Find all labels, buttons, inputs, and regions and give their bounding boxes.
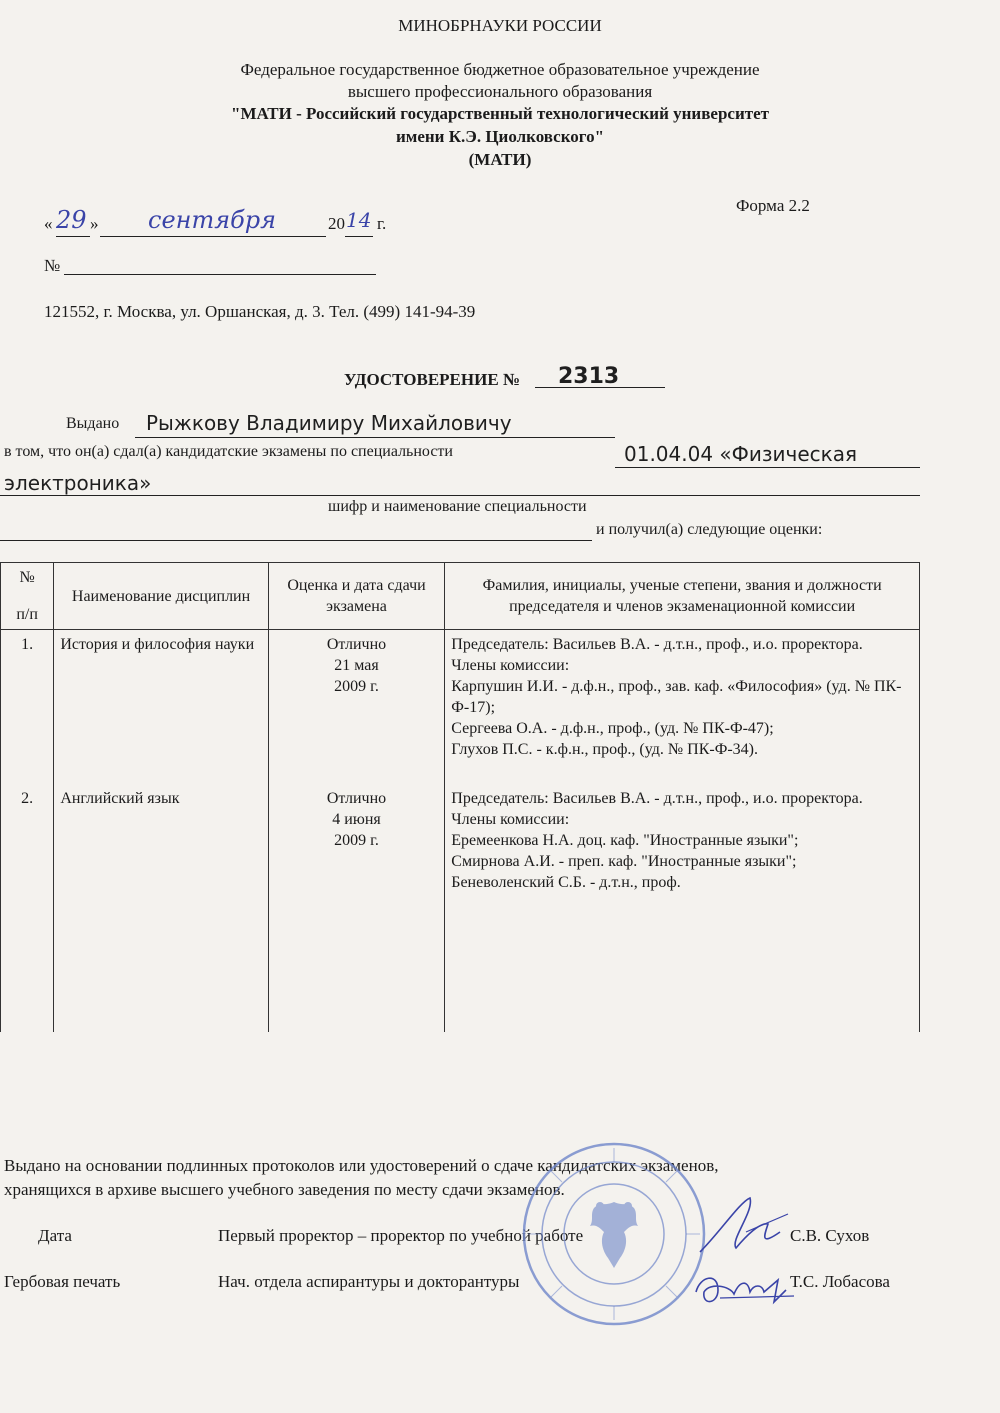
specialty-underline-1 [615, 467, 920, 468]
institution-line-2: высшего профессионального образования [347, 82, 653, 101]
row-grade-year: 2009 г. [334, 832, 379, 849]
grades-intro: и получил(а) следующие оценки: [596, 521, 823, 538]
signature-first-prorector [690, 1192, 800, 1262]
row-grade: Отлично [326, 636, 387, 653]
committee-chairman: Председатель: Васильев В.А. - д.т.н., проф., и.о. проректора. [451, 636, 863, 653]
table-row [1, 630, 920, 785]
committee-members-label: Члены комиссии: [451, 657, 570, 674]
committee-member: Беневоленский С.Б. - д.т.н., проф. [451, 874, 681, 891]
committee-member: Сергеева О.А. - д.ф.н., проф., (уд. № ПК-Ф-47); [451, 720, 774, 737]
date-day: 29 [56, 206, 87, 234]
row-grade-cell [268, 630, 445, 785]
university-line-2: имени К.Э. Циолковского" [395, 127, 605, 146]
dept-head-name: Т.С. Лобасова [790, 1272, 890, 1291]
seal-label: Гербовая печать [4, 1272, 121, 1291]
committee-members-label: Члены комиссии: [451, 811, 570, 828]
number-underline [64, 274, 376, 275]
date-month: сентября [148, 206, 277, 234]
date-year-end: г. [377, 214, 387, 233]
specialty-underline-2 [0, 495, 920, 496]
row-grade-cell [268, 784, 445, 1032]
ministry-name: МИНОБРНАУКИ РОССИИ [398, 16, 602, 35]
row-discipline: История и философия науки [54, 630, 268, 785]
official-stamp [520, 1140, 708, 1328]
row-grade: Отлично [326, 790, 387, 807]
committee-member: Карпушин И.И. - д.ф.н., проф., зав. каф. «Философия» (уд. № ПК-Ф-17); [451, 678, 902, 716]
date-year-suffix: 14 [346, 208, 372, 232]
specialty-part-2: электроника» [4, 471, 152, 495]
eagle-emblem-icon [590, 1202, 638, 1268]
certificate-title: УДОСТОВЕРЕНИЕ № [344, 370, 521, 389]
specialty-underline-3 [0, 540, 592, 541]
certificate-number-underline [535, 387, 665, 388]
date-label: Дата [38, 1226, 72, 1245]
committee-member: Смирнова А.И. - преп. каф. "Иностранные языки"; [451, 853, 797, 870]
row-grade-date: 21 мая [334, 657, 379, 674]
header-num-sub: п/п [16, 606, 38, 623]
issued-label: Выдано [66, 415, 120, 432]
date-year-prefix: 20 [328, 214, 345, 233]
row-grade-year: 2009 г. [334, 678, 379, 695]
date-day-underline [56, 236, 90, 237]
university-address: 121552, г. Москва, ул. Оршанская, д. 3. Тел. (499) 141-94-39 [44, 302, 476, 321]
dept-head-title: Нач. отдела аспирантуры и докторантуры [218, 1272, 520, 1291]
header-grade: Оценка и дата сдачи экзамена [268, 563, 445, 630]
recipient-name: Рыжкову Владимиру Михайловичу [146, 411, 512, 435]
date-month-underline [100, 236, 326, 237]
form-number: Форма 2.2 [736, 196, 810, 215]
date-year-underline [345, 236, 373, 237]
specialty-caption: шифр и наименование специальности [328, 498, 587, 515]
certificate-number: 2313 [558, 364, 620, 389]
institution-line-1: Федеральное государственное бюджетное образовательное учреждение [240, 60, 760, 79]
committee-member: Еремеенкова Н.А. доц. каф. "Иностранные языки"; [451, 832, 799, 849]
row-number: 1. [1, 630, 54, 785]
table-row [1, 784, 920, 1032]
header-num [1, 563, 54, 630]
date-open-quote: « [44, 214, 53, 233]
specialty-part-1: 01.04.04 «Физическая [624, 442, 857, 466]
row-discipline: Английский язык [54, 784, 268, 1032]
row-committee [445, 630, 920, 785]
committee-member: Глухов П.С. - к.ф.н., проф., (уд. № ПК-Ф-34). [451, 741, 759, 758]
basis-line-1: Выдано на основании подлинных протоколов или удостоверений о сдаче кандидатских экзаменов, [4, 1156, 719, 1175]
university-line-1: "МАТИ - Российский государственный технологический университет [231, 104, 769, 123]
recipient-underline [135, 437, 615, 438]
table-header-row [1, 563, 920, 630]
first-prorector-title: Первый проректор – проректор по учебной работе [218, 1226, 584, 1245]
date-close-quote: » [90, 214, 99, 233]
grades-table [0, 562, 920, 1032]
university-abbreviation: (МАТИ) [468, 150, 532, 169]
header-committee: Фамилия, инициалы, ученые степени, звания и должности председателя и членов экзаменационной комиссии [445, 563, 920, 630]
header-discipline: Наименование дисциплин [54, 563, 268, 630]
row-number: 2. [1, 784, 54, 1032]
signature-dept-head [690, 1262, 800, 1320]
first-prorector-name: С.В. Сухов [790, 1226, 870, 1245]
committee-chairman: Председатель: Васильев В.А. - д.т.н., проф., и.о. проректора. [451, 790, 863, 807]
row-committee [445, 784, 920, 1032]
number-label: № [44, 256, 61, 275]
header-num-symbol: № [19, 569, 35, 586]
basis-line-2: хранящихся в архиве высшего учебного заведения по месту сдачи экзаменов. [4, 1180, 565, 1199]
row-grade-date: 4 июня [332, 811, 381, 828]
exam-text: в том, что он(а) сдал(а) кандидатские экзамены по специальности [4, 443, 453, 460]
